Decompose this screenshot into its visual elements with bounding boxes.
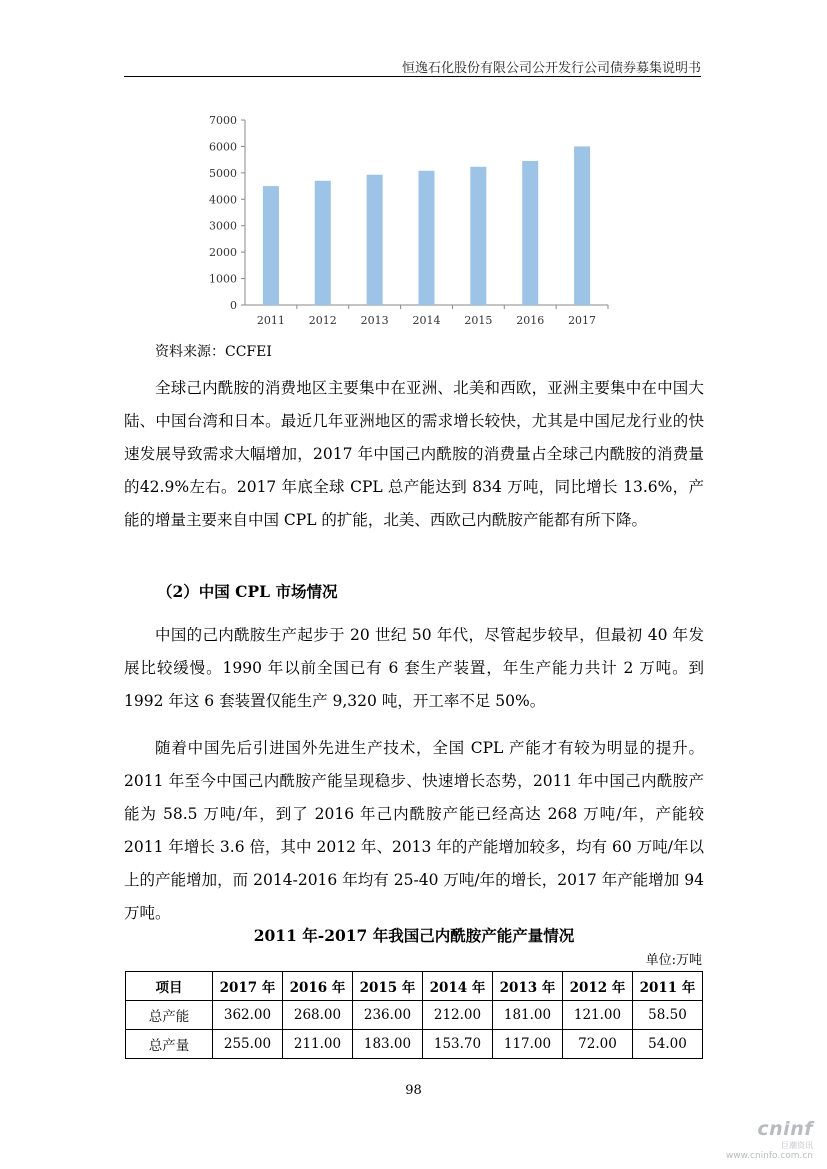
table-cell: 183.00	[353, 1030, 423, 1059]
table-header-cell: 2017 年	[213, 972, 283, 1001]
table-cell: 总产能	[126, 1001, 213, 1030]
table-cell: 212.00	[423, 1001, 493, 1030]
table-cell: 72.00	[563, 1030, 633, 1059]
table-cell: 117.00	[493, 1030, 563, 1059]
table-header-cell: 2015 年	[353, 972, 423, 1001]
table-row	[126, 1030, 703, 1059]
section-heading-china-cpl: （2）中国 CPL 市场情况	[157, 582, 338, 601]
table-cell: 268.00	[283, 1001, 353, 1030]
table-cell: 211.00	[283, 1030, 353, 1059]
x-tick-label: 2016	[516, 314, 545, 327]
table-unit-label: 单位:万吨	[645, 953, 702, 968]
y-tick-label: 2000	[209, 246, 237, 260]
table-header-cell: 2012 年	[563, 972, 633, 1001]
bar-2017	[574, 146, 590, 305]
table-cell: 121.00	[563, 1001, 633, 1030]
header-divider	[124, 76, 701, 77]
bar-2013	[367, 175, 383, 305]
paragraph-global-consumption: 全球己内酰胺的消费地区主要集中在亚洲、北美和西欧，亚洲主要集中在中国大陆、中国台湾和日本。最近几年亚洲地区的需求增长较快，尤其是中国尼龙行业的快速发展导致需求大幅增加，2017 年中国己内酰胺的消费量占全球己内酰胺的消费量的42.9%左右。2017 年底全球 CPL 总产能达到 834 万吨，同比增长 13.6%，产能的增量主要来自中国 CPL 的扩能，北美、西欧己内酰胺产能都有所下降。	[124, 379, 704, 529]
y-tick-label: 3000	[209, 219, 237, 233]
table-header-cell: 2011 年	[633, 972, 703, 1001]
bar-2014	[419, 171, 435, 305]
x-tick-label: 2013	[360, 314, 389, 327]
y-tick-label: 6000	[209, 140, 237, 154]
bar-2011	[263, 186, 279, 305]
x-tick-label: 2015	[464, 314, 493, 327]
y-tick-label: 7000	[209, 114, 237, 127]
x-tick-label: 2017	[568, 314, 597, 327]
logo-chinese-name: 巨潮资讯	[781, 1141, 813, 1150]
y-tick-label: 1000	[209, 272, 237, 286]
table-header-row	[126, 972, 703, 1001]
table-header-cell: 项目	[126, 972, 213, 1001]
table-header-cell: 2014 年	[423, 972, 493, 1001]
table-cell: 54.00	[633, 1030, 703, 1059]
chart-source-note: 资料来源：CCFEI	[155, 344, 272, 360]
y-tick-label: 5000	[209, 166, 237, 180]
logo-wordmark: cninf	[757, 1118, 813, 1140]
table-row	[126, 1001, 703, 1030]
table-cell: 181.00	[493, 1001, 563, 1030]
x-tick-label: 2012	[308, 314, 337, 327]
table-cell: 153.70	[423, 1030, 493, 1059]
x-tick-label: 2011	[256, 314, 285, 327]
logo-url: www.cninfo.com.cn	[725, 1151, 813, 1161]
global-cpl-bar-chart	[200, 108, 620, 333]
paragraph-china-capacity-growth: 随着中国先后引进国外先进生产技术，全国 CPL 产能才有较为明显的提升。2011 年至今中国己内酰胺产能呈现稳步、快速增长态势，2011 年中国己内酰胺产能为 58.5 万吨/年，到了 2016 年己内酰胺产能已经高达 268 万吨/年，产能较 2011 年增长 3.6 倍，其中 2012 年、2013 年的产能增加较多，均有 60 万吨/年以上的产能增加，而 2014-2016 年均有 25-40 万吨/年的增长，2017 年产能增加 94 万吨。	[124, 739, 704, 922]
table-cell: 总产量	[126, 1030, 213, 1059]
bar-2012	[315, 181, 331, 305]
table-header-cell: 2013 年	[493, 972, 563, 1001]
bar-2016	[522, 161, 538, 305]
table-cell: 58.50	[633, 1001, 703, 1030]
table-cell: 362.00	[213, 1001, 283, 1030]
bar-2015	[470, 167, 486, 305]
capacity-output-table	[125, 971, 703, 1059]
document-header-title: 恒逸石化股份有限公司公开发行公司债券募集说明书	[401, 61, 701, 76]
x-tick-label: 2014	[412, 314, 441, 327]
page-number: 98	[405, 1083, 422, 1098]
cninfo-logo	[726, 1118, 813, 1161]
table-title: 2011 年-2017 年我国己内酰胺产能产量情况	[253, 926, 575, 945]
table-cell: 236.00	[353, 1001, 423, 1030]
table-cell: 255.00	[213, 1030, 283, 1059]
paragraph-china-history: 中国的己内酰胺生产起步于 20 世纪 50 年代，尽管起步较早，但最初 40 年发展比较缓慢。1990 年以前全国已有 6 套生产装置，年生产能力共计 2 万吨。到 1992 年这 6 套装置仅能生产 9,320 吨，开工率不足 50%。	[124, 626, 704, 710]
y-tick-label: 0	[230, 299, 237, 312]
table-header-cell: 2016 年	[283, 972, 353, 1001]
y-tick-label: 4000	[209, 193, 237, 207]
